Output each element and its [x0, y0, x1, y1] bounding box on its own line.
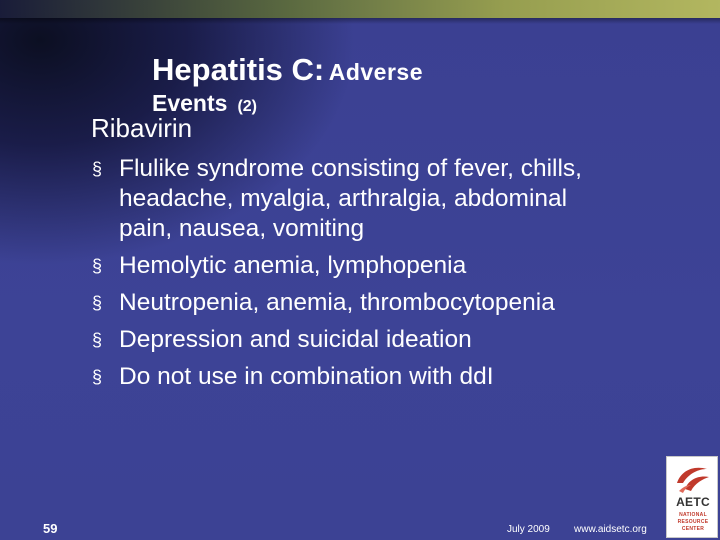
bullet-marker: §	[92, 293, 103, 313]
bullet-text: Do not use in combination with ddI	[119, 363, 494, 390]
bullet-text: Neutropenia, anemia, thrombocytopenia	[119, 289, 555, 316]
bullet-text: Flulike syndrome consisting of fever, chills, headache, myalgia, arthralgia, abdominal pain, nausea, vomiting	[119, 155, 582, 242]
bullet-marker: §	[92, 159, 103, 179]
top-band-shadow	[0, 18, 720, 24]
logo-line-resource: RESOURCE	[677, 519, 709, 525]
footer-date: July 2009	[507, 524, 550, 535]
bullet-item	[92, 251, 672, 281]
slide-title	[152, 52, 423, 88]
title-main: Hepatitis C:	[152, 52, 325, 87]
logo-line-national: NATIONAL	[679, 512, 707, 518]
bullet-item	[92, 362, 672, 392]
aetc-swoosh-icon	[673, 461, 713, 495]
footer-url: www.aidsetc.org	[574, 524, 647, 535]
logo-name: AETC	[676, 495, 710, 509]
title-events: Events	[152, 90, 228, 116]
aetc-logo	[666, 456, 718, 538]
bullet-text: Depression and suicidal ideation	[119, 326, 472, 353]
bullet-marker: §	[92, 330, 103, 350]
bullet-item	[92, 325, 672, 355]
slide-subtitle: Ribavirin	[91, 113, 193, 143]
bullet-item	[92, 288, 672, 318]
bullet-item	[92, 154, 672, 244]
logo-line-center: CENTER	[681, 526, 705, 532]
bullet-list	[92, 154, 672, 399]
title-adverse: Adverse	[328, 59, 423, 85]
bullet-marker: §	[92, 256, 103, 276]
title-number: (2)	[237, 98, 257, 115]
top-decorative-band	[0, 0, 720, 18]
bullet-text: Hemolytic anemia, lymphopenia	[119, 252, 467, 279]
slide-number: 59	[43, 521, 58, 536]
bullet-marker: §	[92, 367, 103, 387]
